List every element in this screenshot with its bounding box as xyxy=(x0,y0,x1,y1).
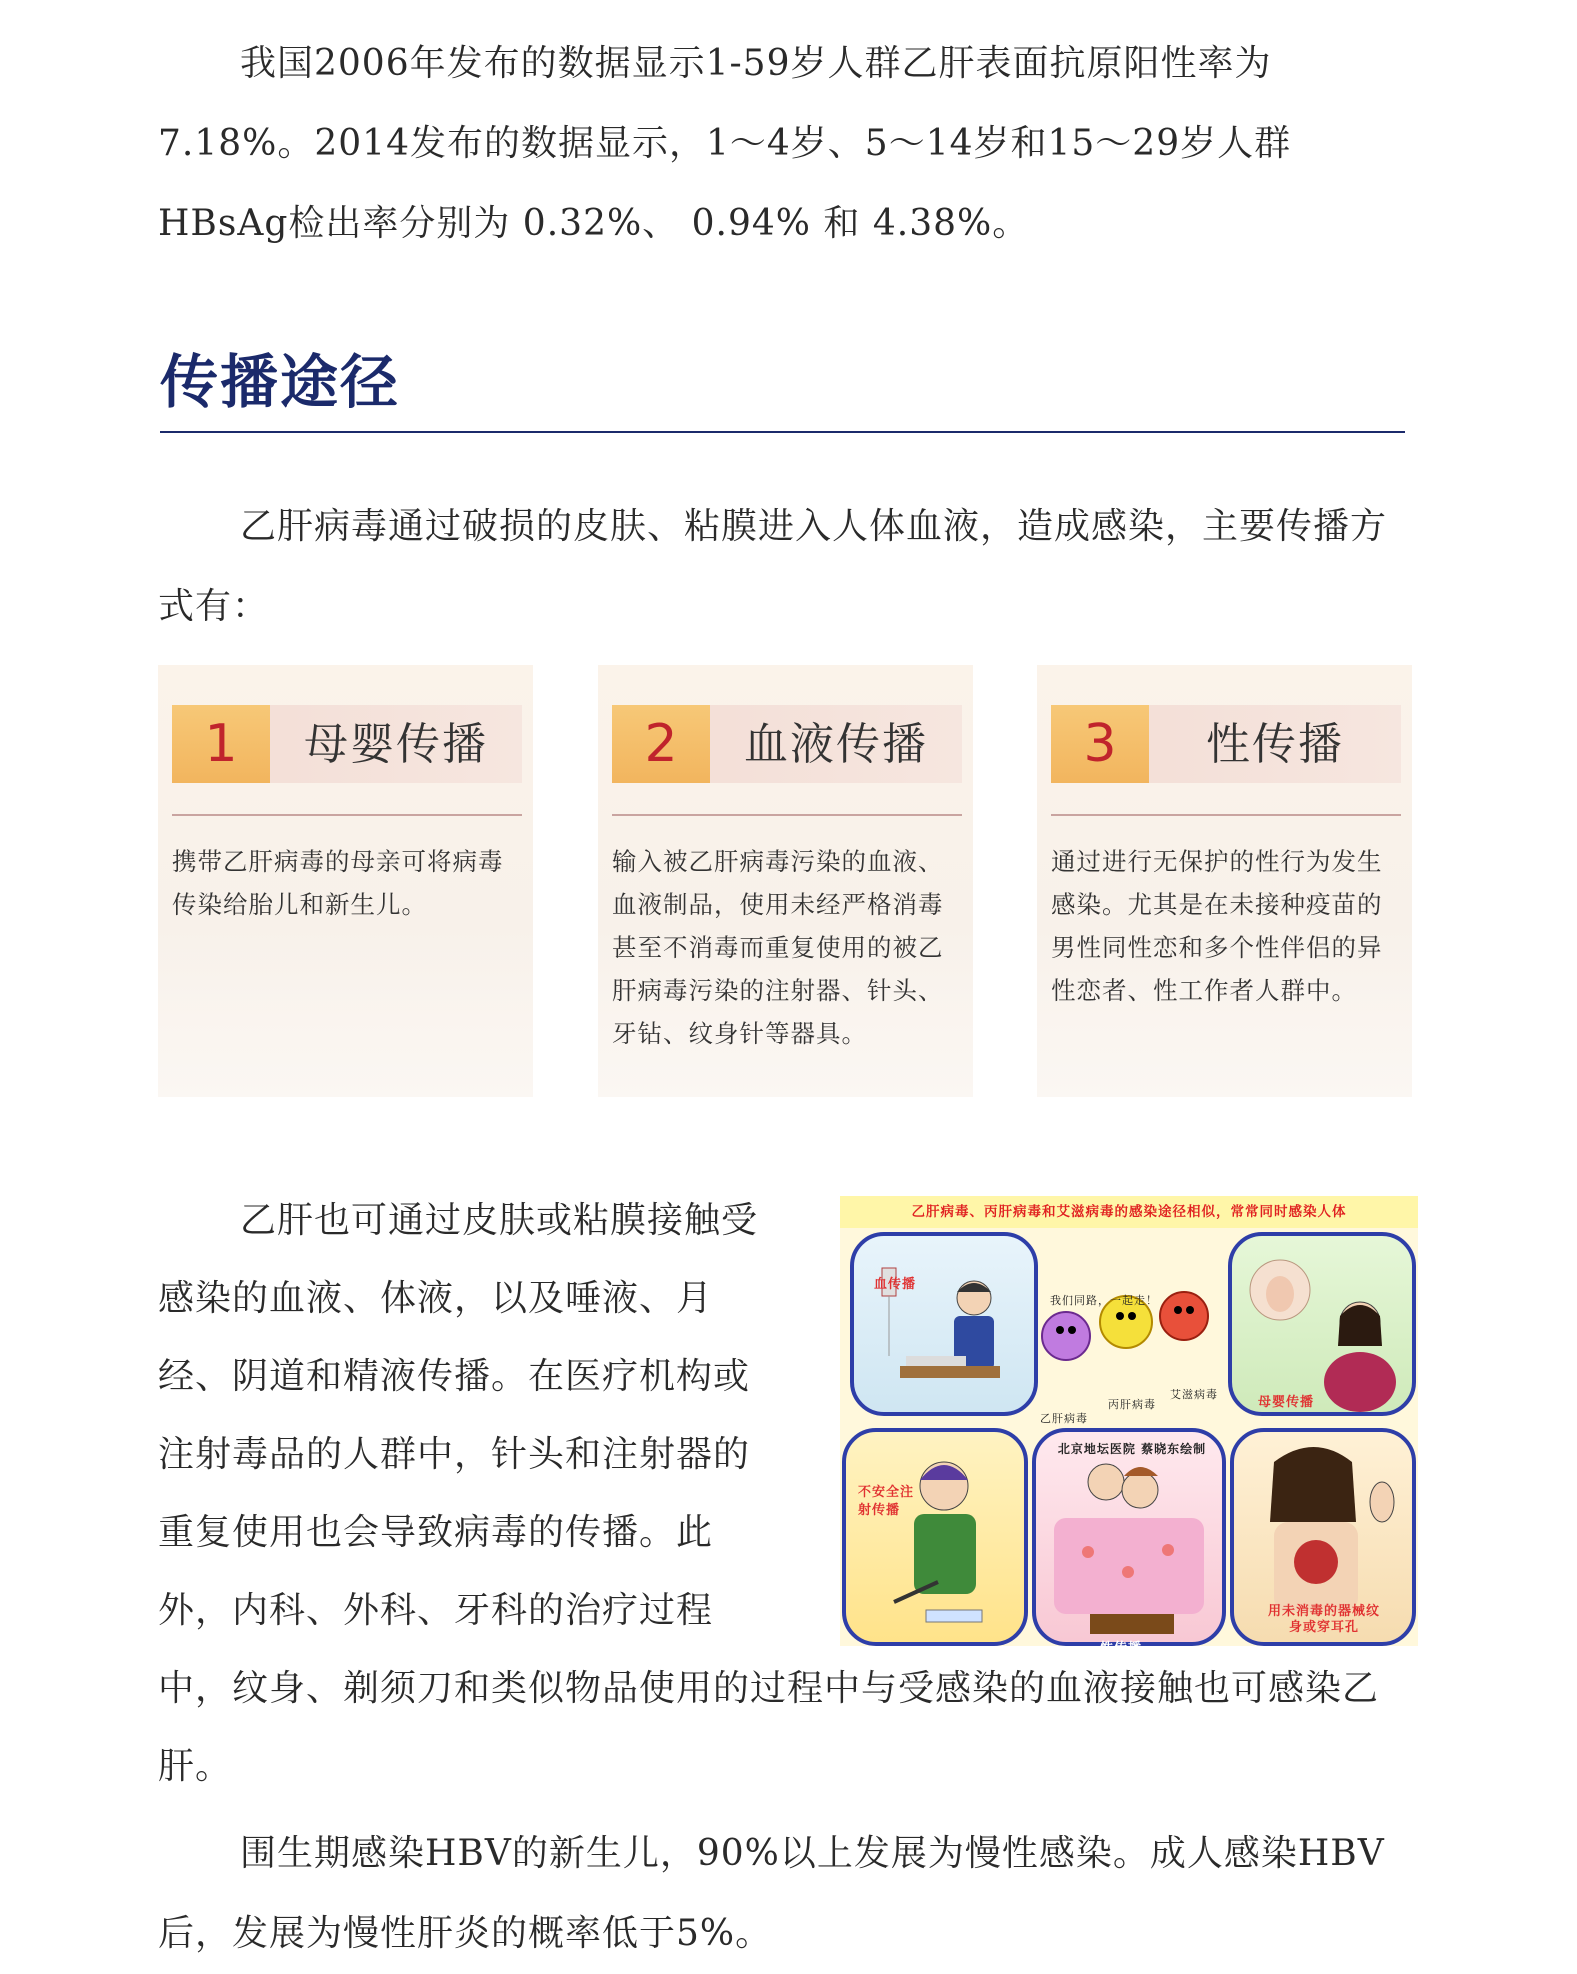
virus-speech-bubble: 我们同路，一起走！ xyxy=(1050,1294,1158,1307)
card-header xyxy=(172,705,522,783)
card-number: 2 xyxy=(612,705,710,783)
illustration-credit: 北京地坛医院 蔡晓东绘制 xyxy=(1057,1442,1207,1456)
route-card-blood xyxy=(598,665,973,1097)
outcome-paragraph: 围生期感染HBV的新生儿，90%以上发展为慢性感染。成人感染HBV后，发展为慢性肝炎的概率低于5%。 xyxy=(158,1833,1385,1954)
route-card-sexual xyxy=(1037,665,1412,1097)
section-title: 传播途径 xyxy=(160,348,401,416)
card-label: 血液传播 xyxy=(744,719,928,770)
card-divider xyxy=(1051,814,1401,816)
panel-tag-mother: 母婴传播 xyxy=(1258,1395,1315,1410)
virus-label-hcv: 丙肝病毒 xyxy=(1108,1398,1156,1411)
card-header xyxy=(612,705,962,783)
contact-paragraph xyxy=(158,1182,1418,1806)
route-card-mother-infant xyxy=(158,665,533,1097)
panel-mother xyxy=(1228,1232,1416,1416)
panel-tag-sex: 性传播 xyxy=(1100,1641,1143,1656)
illustration-box xyxy=(840,1196,1418,1656)
intro-paragraph: 我国2006年发布的数据显示1-59岁人群乙肝表面抗原阳性率为7.18%。2014发布的数据显示，1～4岁、5～14岁和15～29岁人群HBsAg检出率分别为 0.32%、 0.94% 和 4.38%。 xyxy=(158,43,1292,244)
panel-tattoo xyxy=(1230,1428,1416,1646)
panel-blood xyxy=(850,1232,1038,1416)
card-divider xyxy=(172,814,522,816)
panel-tag-needle: 不安全注射传播 xyxy=(858,1485,915,1518)
card-divider xyxy=(612,814,962,816)
panel-tag-blood: 血传播 xyxy=(874,1277,917,1292)
transmission-illustration xyxy=(840,1196,1418,1656)
card-text: 通过进行无保护的性行为发生感染。尤其是在未接种疫苗的男性同性恋和多个性伴侣的异性恋者、性工作者人群中。 xyxy=(1051,847,1383,1005)
panel-tag-tattoo: 用未消毒的器械纹身或穿耳孔 xyxy=(1267,1604,1380,1635)
section-divider xyxy=(160,431,1405,433)
card-label: 性传播 xyxy=(1206,719,1344,770)
contact-text: 乙肝也可通过皮肤或粘膜接触受感染的血液、体液，以及唾液、月经、阴道和精液传播。在医疗机构或注射毒品的人群中，针头和注射器的重复使用也会导致病毒的传播。此外，内科、外科、牙科的治疗过程中，纹身、剃须刀和类似物品使用的过程中与受感染的血液接触也可感染乙肝。 xyxy=(158,1200,1380,1787)
contact-section xyxy=(158,1182,1418,1806)
card-text: 输入被乙肝病毒污染的血液、血液制品，使用未经严格消毒甚至不消毒而重复使用的被乙肝病毒污染的注射器、针头、牙钻、纹身针等器具。 xyxy=(612,847,944,1048)
illustration-headline: 乙肝病毒、丙肝病毒和艾滋病毒的感染途径相似，常常同时感染人体 xyxy=(840,1196,1418,1228)
card-text: 携带乙肝病毒的母亲可将病毒传染给胎儿和新生儿。 xyxy=(172,847,504,919)
panel-needle xyxy=(842,1428,1028,1646)
card-header xyxy=(1051,705,1401,783)
virus-label-hiv: 艾滋病毒 xyxy=(1170,1388,1218,1401)
card-label: 母婴传播 xyxy=(304,719,488,770)
virus-label-hbv: 乙肝病毒 xyxy=(1040,1412,1088,1425)
card-number: 3 xyxy=(1051,705,1149,783)
route-intro-paragraph: 乙肝病毒通过破损的皮肤、粘膜进入人体血液，造成感染，主要传播方式有： xyxy=(158,506,1388,627)
needle-scene-icon xyxy=(846,1432,1024,1642)
card-number: 1 xyxy=(172,705,270,783)
